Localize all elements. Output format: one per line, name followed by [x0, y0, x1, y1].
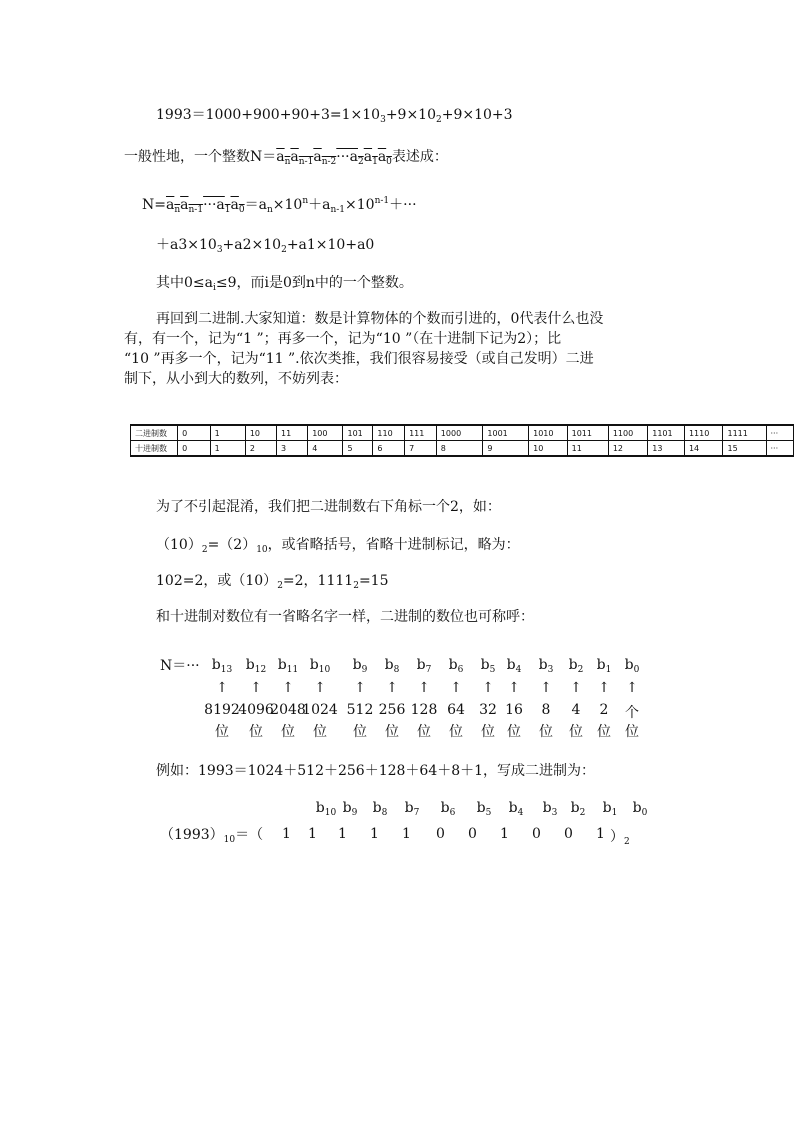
- example-digit-label: $b_1$: [602, 800, 618, 818]
- binary-decimal-table: [130, 424, 794, 457]
- place-suffix: 位: [281, 724, 295, 740]
- decimal-cell: 7: [405, 441, 437, 457]
- n-expansion-line: $N=a_na_{n-1}\cdot\cdot\cdot a_1a_0=a_n\times 10^n+a_{n-1}\times 10^{n-1}+\cdot\cdot\cdot$: [142, 196, 417, 215]
- up-arrow-icon: ↑: [482, 680, 494, 696]
- place-suffix: 位: [249, 724, 263, 740]
- up-arrow-icon: ↑: [450, 680, 462, 696]
- place-suffix: 位: [507, 724, 521, 740]
- digit-label: $b_{12}$: [245, 657, 267, 675]
- digit-label: $b_0$: [624, 657, 640, 675]
- example-bit: 1: [370, 826, 379, 842]
- general-form-line: 一般性地，一个整数$N=a_na_{n-1}a_{n-2}\cdot\cdot\cdot a_2a_1a_0$表述成：: [124, 149, 448, 167]
- place-value: 8192: [204, 702, 240, 718]
- digit-label: $b_6$: [448, 657, 464, 675]
- digit-label: $b_{11}$: [277, 657, 299, 675]
- binary-cell: 111: [405, 425, 437, 441]
- binary-cell: 1110: [684, 425, 723, 441]
- up-arrow-icon: ↑: [354, 680, 366, 696]
- example-bit: 1: [338, 826, 347, 842]
- up-arrow-icon: ↑: [508, 680, 520, 696]
- example-digit-label: $b_3$: [542, 800, 558, 818]
- example-digit-label: $b_5$: [476, 800, 492, 818]
- digit-label: $b_2$: [568, 657, 584, 675]
- up-arrow-icon: ↑: [626, 680, 638, 696]
- up-arrow-icon: ↑: [418, 680, 430, 696]
- decimal-cell: ···: [766, 441, 794, 457]
- place-suffix: 位: [313, 724, 327, 740]
- up-arrow-icon: ↑: [216, 680, 228, 696]
- example-line: 例如：1993＝1024＋512＋256＋128＋64＋8＋1，写成二进制为：: [156, 763, 596, 779]
- place-value: 256: [378, 702, 406, 718]
- paragraph-line-4: 制下，从小到大的数列，不妨列表：: [124, 371, 348, 387]
- binary-row: [131, 425, 794, 441]
- decimal-cell: 10: [529, 441, 568, 457]
- place-value: 64: [447, 702, 465, 718]
- digit-label: $b_5$: [480, 657, 496, 675]
- decimal-cell: 1: [210, 441, 245, 457]
- example-close: ）$_2$: [610, 829, 630, 847]
- example-bit: 1: [402, 826, 411, 842]
- example-bit: 1: [308, 826, 317, 842]
- binary-cell: 1001: [483, 425, 529, 441]
- binary-row-label: 二进制数: [131, 425, 178, 441]
- example-bit: 1: [500, 826, 509, 842]
- example-bit: 0: [468, 826, 477, 842]
- binary-cell: 101: [343, 425, 373, 441]
- example-bit: 1: [282, 826, 291, 842]
- example-digit-label: $b_4$: [508, 800, 524, 818]
- place-suffix: 位: [385, 724, 399, 740]
- decimal-cell: 9: [483, 441, 529, 457]
- place-suffix: 位: [625, 724, 639, 740]
- decimal-cell: 8: [436, 441, 483, 457]
- example-digit-label: $b_0$: [632, 800, 648, 818]
- place-suffix: 位: [353, 724, 367, 740]
- paragraph-line-1: 再回到二进制.大家知道：数是计算物体的个数而引进的，0代表什么也没: [156, 311, 604, 327]
- example-bit: 0: [532, 826, 541, 842]
- binary-cell: 1100: [608, 425, 647, 441]
- place-value: 8: [541, 702, 551, 718]
- place-suffix: 位: [481, 724, 495, 740]
- decimal-cell: 4: [308, 441, 343, 457]
- digit-label: $b_9$: [352, 657, 368, 675]
- place-value: 2: [599, 702, 609, 718]
- decimal-cell: 15: [723, 441, 766, 457]
- example-digit-label: $b_{10}$: [315, 800, 337, 818]
- binary-cell: 100: [308, 425, 343, 441]
- digits-prefix: N＝···: [160, 658, 200, 674]
- digit-label: $b_8$: [384, 657, 400, 675]
- up-arrow-icon: ↑: [386, 680, 398, 696]
- digit-label: $b_7$: [416, 657, 432, 675]
- example-left: $(1993)_{10}=$（: [160, 827, 264, 845]
- expansion-continuation: $+a3\times 10_3+a2\times 10_2+a1\times 10+a0$: [156, 237, 375, 255]
- place-value: 4096: [238, 702, 274, 718]
- digit-label: $b_4$: [506, 657, 522, 675]
- example-digit-label: $b_9$: [342, 800, 358, 818]
- decimal-row: [131, 441, 794, 457]
- place-value: 4: [571, 702, 581, 718]
- place-value: 1024: [302, 702, 338, 718]
- example-digit-label: $b_2$: [570, 800, 586, 818]
- binary-cell: 1011: [567, 425, 608, 441]
- binary-cell: 110: [373, 425, 405, 441]
- note-line-2: $(10)_2=(2)_{10}$，或省略括号，省略十进制标记，略为：: [156, 537, 520, 555]
- place-suffix: 位: [569, 724, 583, 740]
- binary-cell: 1: [210, 425, 245, 441]
- place-suffix: 位: [417, 724, 431, 740]
- place-value: 个: [625, 705, 639, 721]
- note-line-1: 为了不引起混淆，我们把二进制数右下角标一个2，如：: [156, 499, 501, 515]
- place-suffix: 位: [215, 724, 229, 740]
- example-digit-label: $b_8$: [372, 800, 388, 818]
- binary-cell: 10: [245, 425, 276, 441]
- up-arrow-icon: ↑: [598, 680, 610, 696]
- binary-cell: 0: [178, 425, 210, 441]
- digit-label: $b_3$: [538, 657, 554, 675]
- decimal-cell: 6: [373, 441, 405, 457]
- up-arrow-icon: ↑: [250, 680, 262, 696]
- digit-label: $b_{13}$: [211, 657, 233, 675]
- decimal-cell: 3: [277, 441, 308, 457]
- place-value: 512: [346, 702, 374, 718]
- decimal-cell: 14: [684, 441, 723, 457]
- digit-label: $b_1$: [596, 657, 612, 675]
- decimal-cell: 2: [245, 441, 276, 457]
- example-digit-label: $b_7$: [404, 800, 420, 818]
- binary-cell: ···: [766, 425, 794, 441]
- up-arrow-icon: ↑: [570, 680, 582, 696]
- up-arrow-icon: ↑: [314, 680, 326, 696]
- decimal-row-label: 十进制数: [131, 441, 178, 457]
- up-arrow-icon: ↑: [282, 680, 294, 696]
- place-value: 2048: [270, 702, 306, 718]
- place-value: 16: [505, 702, 523, 718]
- paragraph-line-3: “10 ”再多一个，记为“11 ”.依次类推，我们很容易接受（或自己发明）二进: [124, 351, 594, 367]
- binary-cell: 1000: [436, 425, 483, 441]
- place-value: 32: [479, 702, 497, 718]
- example-bit: 1: [596, 826, 605, 842]
- binary-cell: 1101: [648, 425, 685, 441]
- binary-cell: 1010: [529, 425, 568, 441]
- note-line-3: 102=2，或$(10)_2=2$，$1111_2=15$: [156, 573, 389, 591]
- decimal-cell: 5: [343, 441, 373, 457]
- place-value: 128: [410, 702, 438, 718]
- example-bit: 0: [564, 826, 573, 842]
- decimal-cell: 11: [567, 441, 608, 457]
- paragraph-line-2: 有，有一个，记为“1 ”；再多一个，记为“10 ”（在十进制下记为2）；比: [124, 331, 562, 347]
- binary-cell: 1111: [723, 425, 766, 441]
- place-suffix: 位: [539, 724, 553, 740]
- condition-line: 其中$0\le a_i\le 9$，而i是0到n中的一个整数。: [156, 275, 413, 293]
- place-suffix: 位: [449, 724, 463, 740]
- note-line-4: 和十进制对数位有一省略名字一样，二进制的数位也可称呼：: [156, 609, 534, 625]
- equation-1993: $1993=1000+900+90+3=1\times 10_3+9\times 10_2+9\times 10+3$: [156, 107, 513, 125]
- decimal-cell: 13: [648, 441, 685, 457]
- example-digit-label: $b_6$: [440, 800, 456, 818]
- example-bit: 0: [436, 826, 445, 842]
- digit-label: $b_{10}$: [309, 657, 331, 675]
- decimal-cell: 12: [608, 441, 647, 457]
- binary-cell: 11: [277, 425, 308, 441]
- decimal-cell: 0: [178, 441, 210, 457]
- place-suffix: 位: [597, 724, 611, 740]
- up-arrow-icon: ↑: [540, 680, 552, 696]
